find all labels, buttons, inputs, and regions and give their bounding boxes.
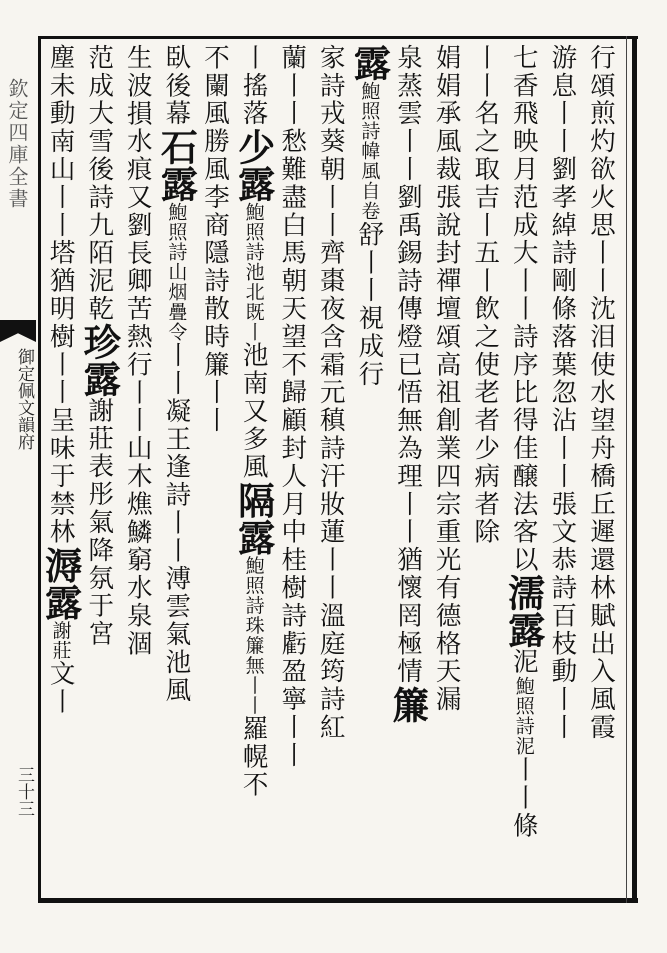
text-column bbox=[470, 44, 509, 896]
center-fold-margin bbox=[0, 36, 38, 903]
frame-top-rule bbox=[38, 36, 638, 39]
text-segment: 文丨 bbox=[45, 660, 76, 717]
headword: 溽露 bbox=[38, 546, 83, 621]
text-segment: 不闌風 bbox=[199, 44, 230, 128]
text-segment: 家詩戎葵朝丨丨齊棗夜含霜元稹詩汗妝蓮丨丨溫庭筠詩紅 bbox=[315, 44, 346, 742]
frame-inner-rule bbox=[626, 36, 627, 903]
source-note: 鮑照詩池北既丨 bbox=[242, 201, 265, 342]
text-segment: 娟娟承風裁張說封禪壇頌高祖創業四宗重光有德格天漏 bbox=[431, 44, 462, 714]
headword: 隔露 bbox=[231, 481, 276, 556]
text-segment: 謝莊表彤氣降氛于宮 bbox=[84, 397, 115, 649]
margin-page-number: 三十三 bbox=[14, 766, 34, 817]
source-note: 鮑照詩山烟疊令 bbox=[165, 201, 188, 342]
text-segment: 游息丨丨劉孝綽詩剛條落葉忽沾丨丨張文恭詩百枝動丨丨 bbox=[547, 44, 578, 742]
text-segment: 行頌煎灼欲火思丨丨沈泪使水望舟橋丘遲還林賦出入風霞 bbox=[585, 44, 616, 742]
text-segment: 生波 bbox=[122, 44, 153, 100]
text-column bbox=[199, 44, 238, 896]
headword: 濡露 bbox=[501, 574, 546, 649]
text-segment: 塵未動南山丨丨塔猶明 bbox=[45, 44, 76, 323]
text-segment: 樹丨丨呈味于禁林 bbox=[45, 323, 76, 547]
text-segment: 舒丨丨視成行 bbox=[354, 221, 385, 389]
text-segment: 泥 bbox=[508, 648, 539, 677]
margin-cut-chars: 欽定四庫全書 bbox=[5, 78, 29, 210]
headword: 少露 bbox=[231, 127, 276, 202]
source-note: 鮑照詩幃風自卷 bbox=[358, 81, 381, 221]
headword: 珍露 bbox=[77, 323, 122, 397]
margin-book-title: 御定佩文韻府 bbox=[14, 348, 34, 450]
source-note: 鮑照詩泥 bbox=[512, 676, 535, 757]
text-column bbox=[585, 44, 624, 896]
text-column bbox=[154, 44, 200, 896]
text-segment: 丨丨名之取吉丨五丨飲之使老者少病者除 bbox=[470, 44, 501, 547]
headword: 石露 bbox=[154, 127, 199, 202]
text-column bbox=[315, 44, 354, 896]
text-column bbox=[385, 44, 431, 896]
text-segment: 勝風李商隱詩散時簾丨丨 bbox=[199, 127, 230, 435]
text-column bbox=[347, 44, 393, 896]
text-segment: 丨丨條 bbox=[508, 756, 539, 840]
text-column bbox=[38, 44, 84, 896]
text-column bbox=[431, 44, 470, 896]
text-segment: 蘭丨丨愁難盡白馬朝天望不歸顧封人月中桂樹詩虧盈寧丨丨 bbox=[277, 44, 308, 770]
source-note: 謝莊 bbox=[49, 620, 72, 661]
frame-bottom-rule bbox=[38, 898, 638, 903]
text-segment: 羅幌不 bbox=[238, 715, 269, 799]
text-column bbox=[501, 44, 547, 896]
text-body bbox=[38, 44, 624, 896]
headword: 簾 bbox=[385, 685, 430, 723]
source-note: 鮑照詩珠簾無丨丨 bbox=[242, 555, 265, 716]
text-segment: 池南又多風 bbox=[238, 341, 269, 482]
frame-right-rule bbox=[632, 36, 637, 903]
text-column bbox=[122, 44, 161, 896]
fishtail-mark-icon bbox=[0, 320, 36, 342]
text-segment: 損水痕又劉長卿苦熱行丨丨山木燋鱗窮水泉涸 bbox=[122, 99, 153, 658]
text-segment: 范成大雪後詩九陌泥乾 bbox=[84, 44, 115, 323]
text-column bbox=[547, 44, 586, 896]
text-segment: 七香飛映月范成大丨丨詩序比得佳醸法客以 bbox=[508, 44, 539, 575]
text-column bbox=[77, 44, 123, 896]
text-segment: 泉蒸雲丨丨劉禹錫詩傳燈已悟無為理丨丨猶懷罔極情 bbox=[392, 44, 423, 686]
headword: 露 bbox=[347, 44, 392, 81]
text-segment: 臥後幕 bbox=[161, 44, 192, 128]
text-column bbox=[277, 44, 316, 896]
text-segment: 丨搖落 bbox=[238, 44, 269, 128]
text-column bbox=[231, 44, 277, 896]
text-segment: 丨丨凝王逢詩丨丨溥雲氣池風 bbox=[161, 341, 192, 705]
